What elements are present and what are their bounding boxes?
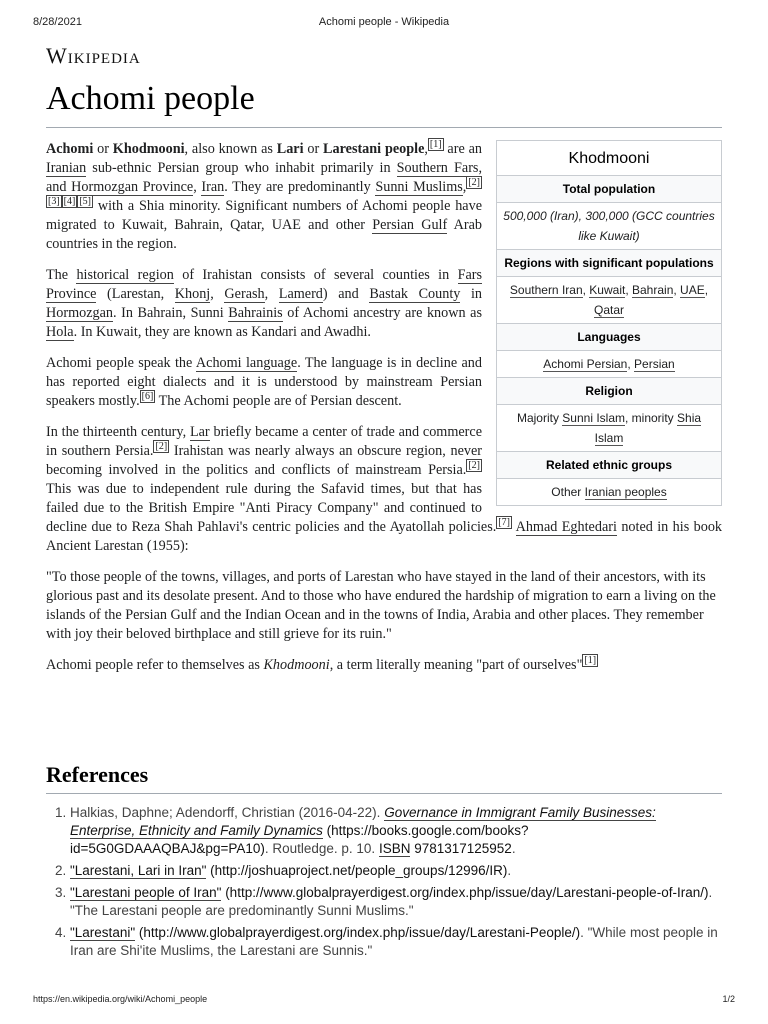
text: . The language is in decline and has reported eight dialects and it is understood by mainstream Persian speakers mostly. [46, 355, 482, 409]
text: . In Kuwait, they are known as Kandari and Awadhi. [73, 324, 371, 340]
reference-quote: "The Larestani people are predominantly Sunni Muslims." [70, 903, 414, 918]
text: . [507, 863, 512, 878]
article-link[interactable]: Iran [201, 179, 225, 195]
references-heading: References [46, 762, 149, 787]
citation-link[interactable]: [2] [468, 177, 480, 189]
reference-url[interactable]: (http://www.globalprayerdigest.org/index.php/issue/day/Larestani-People/) [135, 925, 581, 940]
region-link[interactable]: Qatar [593, 303, 624, 317]
citation-link[interactable]: [1] [429, 139, 442, 151]
text: Achomi people speak the [46, 355, 196, 371]
reference-item [70, 862, 722, 880]
region-link[interactable]: Kuwait [589, 283, 626, 297]
paragraph-khodmooni [46, 656, 722, 675]
text: are an [443, 141, 482, 157]
text: . [580, 925, 588, 940]
citation-link[interactable]: [1] [584, 655, 597, 667]
citation-link[interactable]: [2] [468, 460, 480, 472]
text: Majority [516, 411, 563, 425]
article-link[interactable]: Southern Fars [396, 160, 479, 176]
article-link[interactable]: Hola [46, 324, 74, 340]
text: briefly became a center of trade and commerce in southern Persia. [46, 424, 482, 459]
text: This was due to independent rule during the Safavid times, but that has failed due to the British Empire "Anti Piracy Company" and continued to decline due to Reza Shah Pahlavi's centric policies and the Ayatollah policies. [46, 481, 497, 535]
infobox-religion [497, 405, 722, 452]
text: Halkias, Daphne; Adendorff, Christian (2016-04-22). [70, 805, 385, 820]
citation-link[interactable]: [6] [141, 391, 154, 403]
text: , [462, 179, 467, 195]
bold-term: Khodmooni [112, 141, 185, 157]
print-page-title: Achomi people - Wikipedia [318, 16, 450, 28]
page-title: Achomi people [46, 80, 255, 117]
article-link[interactable]: Sunni Muslims [375, 179, 463, 195]
text: . Routledge. p. 10. [264, 841, 379, 856]
infobox-related-label: Related ethnic groups [497, 452, 722, 479]
infobox-title: Khodmooni [497, 141, 722, 176]
article-link[interactable]: Bahrainis [228, 305, 283, 321]
reference-title-link[interactable]: "Larestani, Lari in Iran" [70, 863, 207, 878]
text: , and [46, 160, 482, 195]
article-link[interactable]: Lar [189, 424, 210, 440]
text: , also known as [184, 141, 277, 157]
text: of Achomi ancestry are known as [282, 305, 482, 321]
reference-title-link[interactable]: "Larestani people of Iran" [70, 885, 222, 900]
text: , minority [625, 411, 678, 425]
region-link[interactable]: Southern Iran [509, 283, 583, 297]
wikipedia-wordmark[interactable]: Wikipedia [46, 43, 141, 68]
article-link[interactable]: Bastak County [369, 286, 461, 302]
text: The [46, 267, 77, 283]
text: Irahistan was nearly always an obscure region, never becoming involved in the politics and conflicts of mainstream Persia. [46, 443, 482, 478]
reference-url[interactable]: (https://books.google.com/books?id=5G0GDAAAQBAJ&pg=PA10) [70, 823, 529, 856]
reference-title-link[interactable]: Governance in Immigrant Family Businesses: Enterprise, Ethnicity and Family Dynamics [70, 805, 656, 838]
reference-quote: "While most people in Iran are Shi'ite Muslims, the Larestani are Sunnis." [70, 925, 718, 958]
article-link[interactable]: Gerash [224, 286, 265, 302]
article-link[interactable]: Persian Gulf [372, 217, 448, 233]
region-link[interactable]: Bahrain [632, 283, 674, 297]
text: In the thirteenth century, [46, 424, 190, 440]
isbn-link[interactable]: ISBN [378, 841, 411, 856]
language-link[interactable]: Persian [634, 357, 675, 371]
text: in [460, 286, 483, 302]
text: with a Shia minority. Significant numbers of Achomi people have migrated to Kuwait, Bahrain, Qatar, UAE and other [46, 198, 482, 233]
text: or [303, 141, 324, 157]
citation-link[interactable]: [4] [63, 196, 76, 208]
bold-term: Lari [276, 141, 304, 157]
article-link[interactable]: Achomi language [195, 355, 298, 371]
text: of Irahistan consists of several counties in [173, 267, 458, 283]
citation-link[interactable]: [2] [155, 441, 168, 453]
reference-title-link[interactable]: "Larestani" [70, 925, 136, 940]
title-divider [46, 127, 722, 128]
infobox-religion-label: Religion [497, 378, 722, 405]
infobox-regions-label: Regions with significant populations [497, 250, 722, 277]
reference-url[interactable]: (http://www.globalprayerdigest.org/index.php/issue/day/Larestani-people-of-Iran/) [221, 885, 709, 900]
article-link[interactable]: Iranian [46, 160, 87, 176]
text: ) and [322, 286, 370, 302]
text: , a term literally meaning "part of ourselves" [329, 657, 583, 673]
article-link[interactable]: historical region [76, 267, 174, 283]
language-link[interactable]: Achomi Persian [543, 357, 628, 371]
text: Arab countries in the region. [46, 217, 482, 252]
citation-link[interactable]: [3] [48, 196, 60, 208]
text: sub-ethnic Persian group who inhabit primarily in [86, 160, 397, 176]
article-link[interactable]: Hormozgan [46, 305, 113, 321]
print-date: 8/28/2021 [33, 16, 82, 28]
text: Other [551, 485, 585, 499]
infobox-regions: Southern Iran, Kuwait, Bahrain, UAE, Qatar [497, 277, 722, 324]
text: . [511, 841, 516, 856]
text: or [93, 141, 113, 157]
reference-item [70, 924, 722, 960]
quote-block: "To those people of the towns, villages, and ports of Larestan who have stayed in the land of their ancestors, with its glorious past and its desolate present. And to those who have endured the hardship of migration to earn a living on the islands of the Persian Gulf and the Indian Ocean and in the towns of India, Arabia and other places. They remember with joy their beloved birthplace and still grieve for its ruin." [46, 569, 716, 642]
infobox-languages-label: Languages [497, 324, 722, 351]
article-link[interactable]: Ahmad Eghtedari [515, 519, 617, 535]
reference-item [70, 884, 722, 920]
text: . In Bahrain, Sunni [112, 305, 229, 321]
text: . [708, 885, 713, 900]
text: , [210, 286, 225, 302]
bold-term: Larestani people [323, 141, 425, 157]
print-page-number: 1/2 [722, 994, 735, 1004]
region-link[interactable]: UAE [680, 283, 705, 297]
infobox-languages: Achomi Persian, Persian [497, 351, 722, 378]
reference-url[interactable]: (http://joshuaproject.net/people_groups/12996/IR) [206, 863, 508, 878]
text: Achomi people refer to themselves as [46, 657, 264, 673]
infobox-total-population-label: Total population [497, 176, 722, 203]
article-link[interactable]: Khonj [174, 286, 211, 302]
text: (Larestan, [96, 286, 175, 302]
citation-link[interactable]: [5] [79, 196, 92, 208]
reference-item [70, 804, 722, 858]
text: The Achomi people are of Persian descent. [155, 393, 402, 409]
citation-link[interactable]: [7] [498, 517, 510, 529]
article-link[interactable]: Fars Province [46, 267, 482, 302]
text: , [193, 179, 202, 195]
isbn-number-link[interactable]: 9781317125952 [410, 841, 512, 856]
religion-link[interactable]: Sunni Islam [562, 411, 625, 425]
infobox [496, 140, 722, 506]
article-body [46, 140, 722, 687]
religion-link[interactable]: Shia Islam [594, 411, 702, 445]
article-link[interactable]: Hormozgan Province [71, 179, 194, 195]
italic-term: Khodmooni [263, 657, 330, 673]
text: . They are predominantly [224, 179, 376, 195]
references-list [46, 804, 722, 964]
infobox-total-population-value: 500,000 (Iran), 300,000 (GCC countries like Kuwait) [497, 203, 722, 250]
article-link[interactable]: Lamerd [278, 286, 323, 302]
text: , [424, 141, 428, 157]
infobox-related [497, 479, 722, 506]
text: noted in his book Ancient Larestan (1955): [46, 519, 723, 554]
references-divider [46, 793, 722, 794]
related-link[interactable]: Iranian peoples [584, 485, 667, 499]
bold-term: Achomi [46, 141, 94, 157]
print-footer-url: https://en.wikipedia.org/wiki/Achomi_people [33, 994, 208, 1004]
text: , [264, 286, 279, 302]
